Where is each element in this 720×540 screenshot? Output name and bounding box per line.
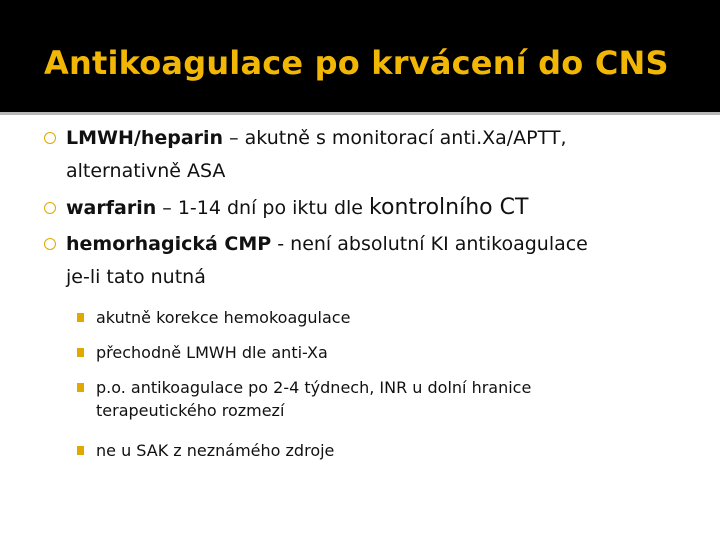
circle-bullet-icon: [44, 132, 56, 144]
square-bullet-icon: [77, 348, 84, 357]
bullet-emphasis: kontrolního CT: [369, 195, 529, 220]
circle-bullet-icon: [44, 238, 56, 250]
subbullet-text: přechodně LMWH dle anti-Xa: [96, 343, 328, 362]
bullet-continuation: alternativně ASA: [66, 160, 226, 182]
subbullet-text: akutně korekce hemokoagulace: [96, 308, 351, 327]
bullet-body: - není absolutní KI antikoagulace: [271, 233, 588, 255]
subbullet-text: p.o. antikoagulace po 2-4 týdnech, INR u dolní hranice: [96, 378, 532, 397]
bullet-body: – akutně s monitorací anti.Xa/APTT,: [223, 127, 567, 149]
bullet-bold-term: hemorhagická CMP: [66, 233, 272, 255]
bullet-bold-term: warfarin: [66, 197, 157, 219]
bullet-text: [66, 232, 588, 256]
subbullet-continuation: terapeutického rozmezí: [96, 401, 285, 420]
bullet-text: [66, 196, 528, 220]
square-bullet-icon: [77, 446, 84, 455]
circle-bullet-icon: [44, 202, 56, 214]
subbullet-text: ne u SAK z neznámého zdroje: [96, 441, 335, 460]
square-bullet-icon: [77, 313, 84, 322]
square-bullet-icon: [77, 383, 84, 392]
bullet-text: [66, 126, 567, 150]
slide-title: Antikoagulace po krvácení do CNS: [44, 44, 669, 82]
bullet-bold-term: LMWH/heparin: [66, 127, 224, 149]
bullet-body: – 1-14 dní po iktu dle: [156, 197, 370, 219]
bullet-continuation: je-li tato nutná: [66, 266, 206, 288]
